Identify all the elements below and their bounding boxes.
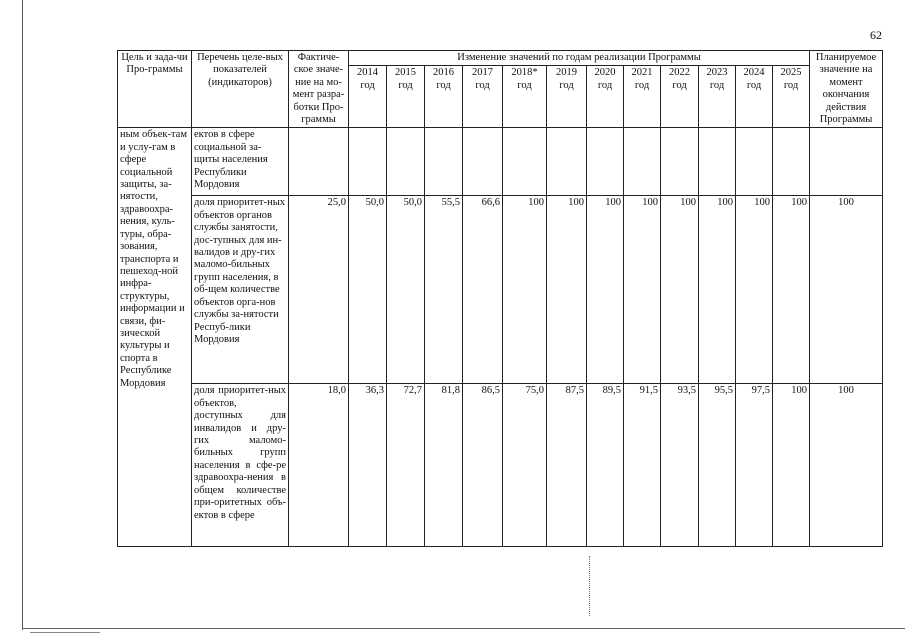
- header-year: [699, 66, 736, 128]
- header-year: [587, 66, 624, 128]
- year-label: 2016: [433, 67, 454, 79]
- year-label: 2023: [706, 67, 728, 79]
- year-value-cell: 100: [773, 196, 810, 384]
- year-value-cell: [624, 128, 661, 196]
- year-unit: год: [360, 79, 375, 91]
- year-value-cell: 87,5: [547, 384, 587, 547]
- scan-edge-bottom-short: [30, 632, 100, 633]
- actual-value-cell: 18,0: [289, 384, 349, 547]
- header-year: [503, 66, 547, 128]
- year-unit: год: [597, 79, 613, 91]
- year-label: 2014: [357, 67, 378, 79]
- year-value-cell: [547, 128, 587, 196]
- year-label: 2020: [594, 67, 616, 79]
- header-year: [736, 66, 773, 128]
- actual-value-cell: 25,0: [289, 196, 349, 384]
- year-value-cell: [736, 128, 773, 196]
- planned-value-cell: 100: [810, 384, 883, 547]
- year-value-cell: [587, 128, 624, 196]
- header-goal: Цель и зада-чи Про-граммы: [118, 51, 192, 128]
- header-row-1: [118, 51, 883, 66]
- year-unit: год: [634, 79, 650, 91]
- year-unit: год: [398, 79, 413, 91]
- year-value-cell: 100: [624, 196, 661, 384]
- year-value-cell: 50,0: [349, 196, 387, 384]
- actual-value-cell: [289, 128, 349, 196]
- year-label: 2025: [780, 67, 802, 79]
- header-year: [425, 66, 463, 128]
- year-label: 2022: [669, 67, 690, 79]
- year-value-cell: 100: [773, 384, 810, 547]
- header-planned: Планируемое значение на момент окончания действия Программы: [810, 51, 883, 128]
- goal-cell: ным объек-там и услу-гам в сфере социальной защиты, за-нятости, здравоохра-нения, куль-туры, обра-зования, транспорта и пешеход-ной инфра-структуры, информации и связи, фи-зической культуры и спорта в Республике Мордовия: [118, 128, 192, 547]
- year-value-cell: 86,5: [463, 384, 503, 547]
- year-label: 2024: [743, 67, 765, 79]
- year-unit: год: [517, 79, 532, 91]
- year-value-cell: 93,5: [661, 384, 699, 547]
- year-label: 2017: [472, 67, 493, 79]
- year-value-cell: [463, 128, 503, 196]
- table-row: [118, 196, 883, 384]
- year-unit: год: [709, 79, 725, 91]
- year-unit: год: [783, 79, 799, 91]
- year-value-cell: 100: [587, 196, 624, 384]
- indicator-cell: ектов в сфере социальной за-щиты населения Республики Мордовия: [192, 128, 289, 196]
- year-value-cell: [387, 128, 425, 196]
- indicator-cell: доля приоритет-ных объектов органов службы занятости, дос-тупных для ин-валидов и дру-гих маломо-бильных групп населения, в об-щем количестве объектов орга-нов службы за-нятости Респуб-лики Мордовия: [192, 196, 289, 384]
- scan-edge-left: [22, 0, 23, 630]
- year-value-cell: [699, 128, 736, 196]
- year-label: 2015: [395, 67, 416, 79]
- year-value-cell: 91,5: [624, 384, 661, 547]
- year-value-cell: [503, 128, 547, 196]
- year-value-cell: 75,0: [503, 384, 547, 547]
- year-value-cell: 100: [661, 196, 699, 384]
- header-year: [387, 66, 425, 128]
- year-unit: год: [672, 79, 687, 91]
- year-value-cell: [773, 128, 810, 196]
- year-unit: год: [746, 79, 762, 91]
- header-year: [773, 66, 810, 128]
- year-value-cell: 50,0: [387, 196, 425, 384]
- year-value-cell: 100: [503, 196, 547, 384]
- year-unit: год: [559, 79, 574, 91]
- year-value-cell: 81,8: [425, 384, 463, 547]
- header-year: [547, 66, 587, 128]
- year-value-cell: 55,5: [425, 196, 463, 384]
- header-year: [463, 66, 503, 128]
- year-value-cell: 95,5: [699, 384, 736, 547]
- header-year: [624, 66, 661, 128]
- header-indicators: Перечень целе-вых показателей (индикаторов): [192, 51, 289, 128]
- header-year: [661, 66, 699, 128]
- fold-mark: [589, 556, 590, 616]
- year-value-cell: 89,5: [587, 384, 624, 547]
- year-value-cell: [661, 128, 699, 196]
- planned-value-cell: [810, 128, 883, 196]
- year-value-cell: 100: [736, 196, 773, 384]
- year-value-cell: 97,5: [736, 384, 773, 547]
- year-unit: год: [436, 79, 451, 91]
- year-value-cell: [425, 128, 463, 196]
- scan-edge-bottom: [22, 628, 905, 629]
- year-value-cell: [349, 128, 387, 196]
- planned-value-cell: 100: [810, 196, 883, 384]
- year-label: 2019: [556, 67, 577, 79]
- year-value-cell: 100: [699, 196, 736, 384]
- year-unit: год: [475, 79, 490, 91]
- year-value-cell: 66,6: [463, 196, 503, 384]
- year-value-cell: 72,7: [387, 384, 425, 547]
- year-value-cell: 100: [547, 196, 587, 384]
- header-year: [349, 66, 387, 128]
- header-actual: Фактиче-ское значе-ние на мо-мент разра-ботки Про-граммы: [289, 51, 349, 128]
- year-value-cell: 36,3: [349, 384, 387, 547]
- year-label: 2018*: [511, 67, 538, 79]
- program-indicators-table: [117, 50, 883, 547]
- page-number: 62: [870, 28, 882, 42]
- header-changes: Изменение значений по годам реализации Программы: [349, 51, 810, 66]
- table-row: [118, 384, 883, 547]
- indicator-cell: доля приоритет-ных объектов, доступных для инвалидов и дру-гих маломо-бильных групп населения в сфе-ре здравоохра-нения в общем количестве при-оритетных объ-ектов в сфере: [192, 384, 289, 547]
- year-label: 2021: [631, 67, 653, 79]
- table-row: [118, 128, 883, 196]
